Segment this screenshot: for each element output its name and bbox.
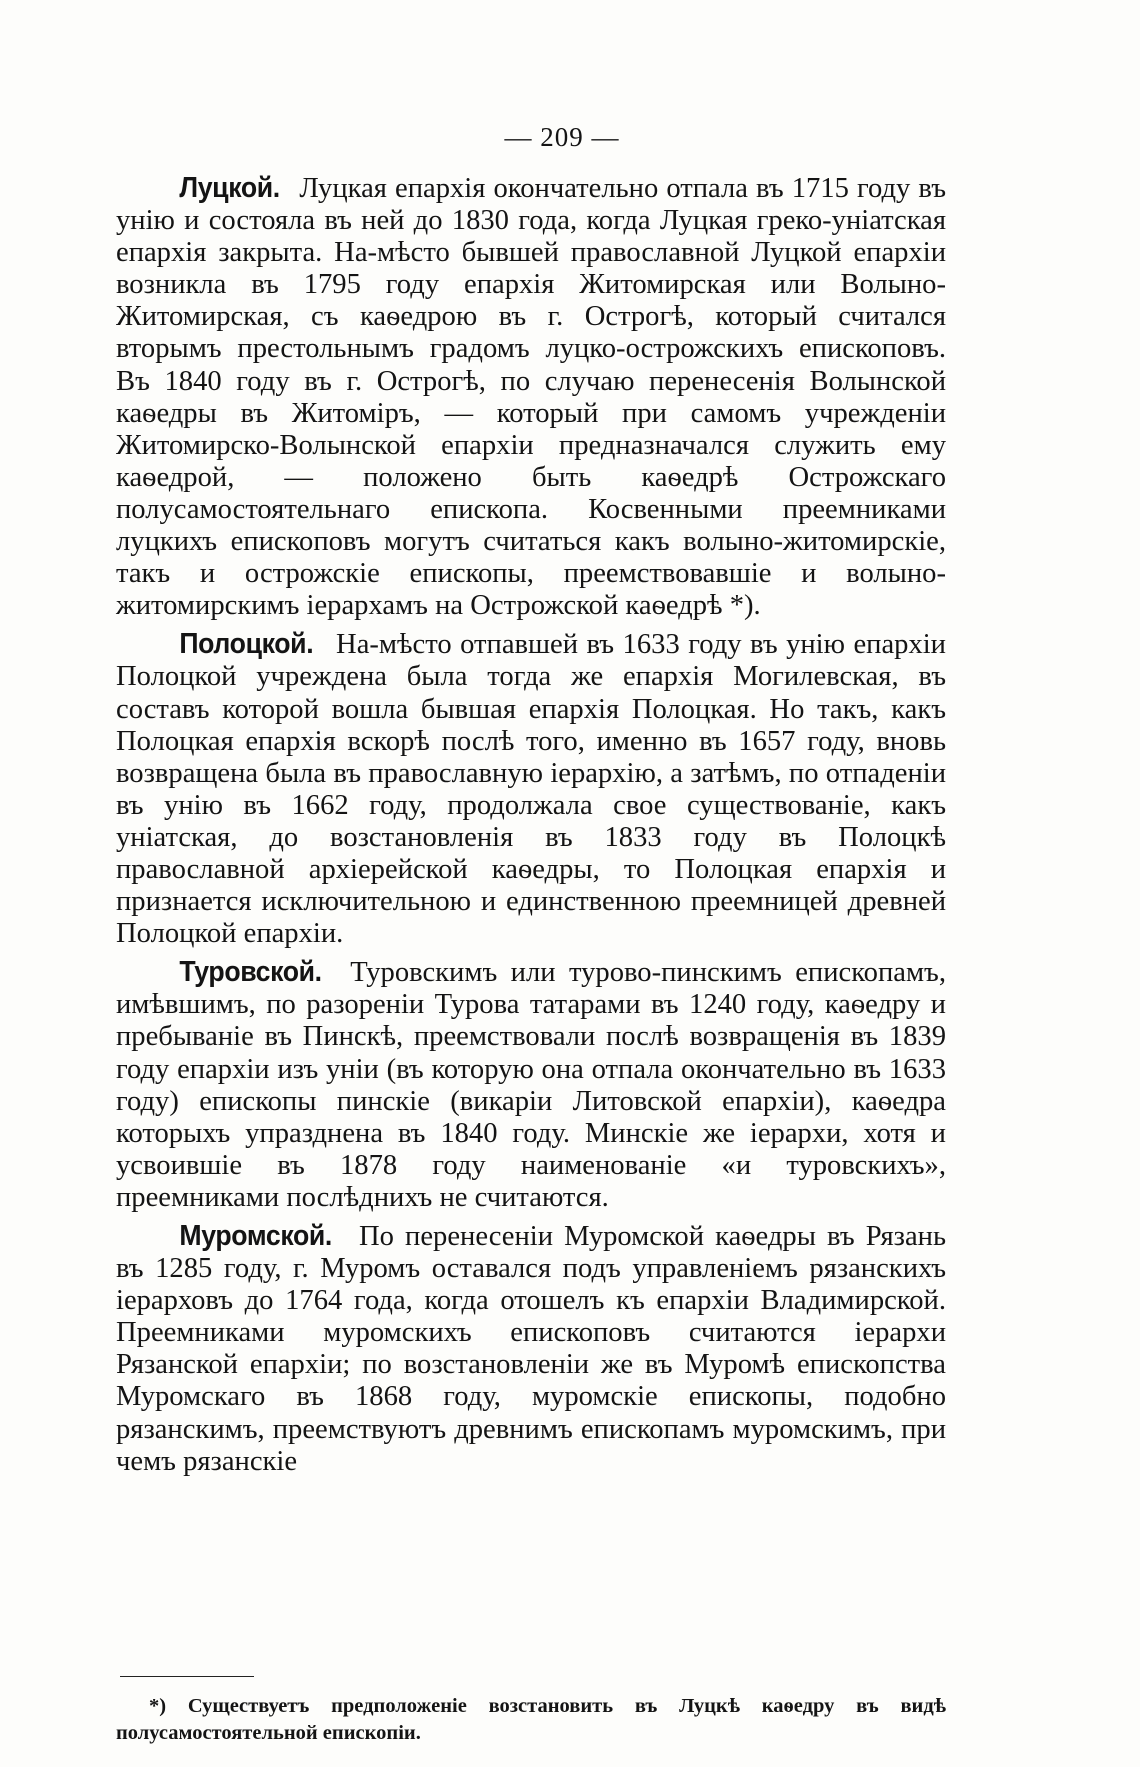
footnote-divider — [120, 1676, 254, 1677]
main-text — [116, 172, 946, 1484]
footnote — [116, 1693, 946, 1747]
paragraph-text: По перенесеніи Муромской каѳедры въ Рязань въ 1285 году, г. Муромъ оставался подъ управленіемъ рязанскихъ іерарховъ до 1764 года, когда отошелъ къ епархіи Владимирской. Преемниками муромскихъ епископовъ считаются іерархи Рязанской епархіи; по возстановленіи же въ Муромѣ епископства Муромскаго въ 1868 году, муромскіе епископы, подобно рязанскимъ, преемствуютъ древнимъ епископамъ муромскимъ, при чемъ рязанскіе — [116, 1221, 946, 1477]
paragraph-text: Туровскимъ или турово-пинскимъ епископамъ, имѣвшимъ, по разореніи Турова татарами въ 1240 году, каѳедру и пребываніе въ Пинскѣ, преемствовали послѣ возвращенія въ 1839 году епархіи изъ уніи (въ которую она отпала окончательно въ 1633 году) епископы пинскіе (викаріи Литовской епархіи), каѳедра которыхъ упразднена въ 1840 году. Минскіе же іерархи, хотя и усвоившіе въ 1878 году наименованіе «и туровскихъ», преемниками послѣднихъ не считаются. — [116, 957, 946, 1213]
footnote-text: *) Существуетъ предположеніе возстановить въ Луцкѣ каѳедру въ видѣ полусамостоятельной епископіи. — [116, 1695, 946, 1744]
paragraph-turov — [116, 956, 946, 1214]
heading-polotsk: Полоцкой. — [179, 628, 314, 661]
page-number: — 209 — — [504, 122, 620, 152]
paragraph-text: Луцкая епархія окончательно отпала въ 1715 году въ унію и состояла въ ней до 1830 года, когда Луцкая греко-уніатская епархія закрыта. На-мѣсто бывшей православной Луцкой епархіи возникла въ 1795 году епархія Житомирская или Волыно-Житомирская, съ каѳедрою въ г. Острогѣ, который считался вторымъ престольнымъ градомъ луцко-острожскихъ епископовъ. Въ 1840 году въ г. Острогѣ, по случаю перенесенія Волынской каѳедры въ Житоміръ, — который при самомъ учрежденіи Житомирско-Волынской епархіи предназначался служить ему каѳедрой, — положено быть каѳедрѣ Острожскаго полусамостоятельнаго епископа. Косвенными преемниками луцкихъ епископовъ могутъ считаться какъ волыно-житомирскіе, такъ и острожскіе епископы, преемствовавшіе и волыно-житомирскимъ іерархамъ на Острожской каѳедрѣ *). — [116, 173, 946, 622]
paragraph-lutsk — [116, 172, 946, 622]
paragraph-murom — [116, 1220, 946, 1478]
heading-turov: Туровской. — [179, 956, 322, 989]
paragraph-polotsk — [116, 628, 946, 950]
heading-lutsk: Луцкой. — [179, 172, 280, 204]
paragraph-text: На-мѣсто отпавшей въ 1633 году въ унію епархіи Полоцкой учреждена была тогда же епархія Могилевская, въ составъ которой вошла бывшая епархія Полоцкая. Но такъ, какъ Полоцкая епархія вскорѣ послѣ того, именно въ 1657 году, вновь возвращена была въ православную іерархію, а затѣмъ, по отпаденіи въ унію въ 1662 году, продолжала свое существованіе, какъ уніатская, до возстановленія въ 1833 году въ Полоцкѣ православной архіерейской каѳедры, то Полоцкая епархія и признается исключительною и единственною преемницей древней Полоцкой епархіи. — [116, 629, 946, 950]
heading-murom: Муромской. — [179, 1220, 332, 1252]
